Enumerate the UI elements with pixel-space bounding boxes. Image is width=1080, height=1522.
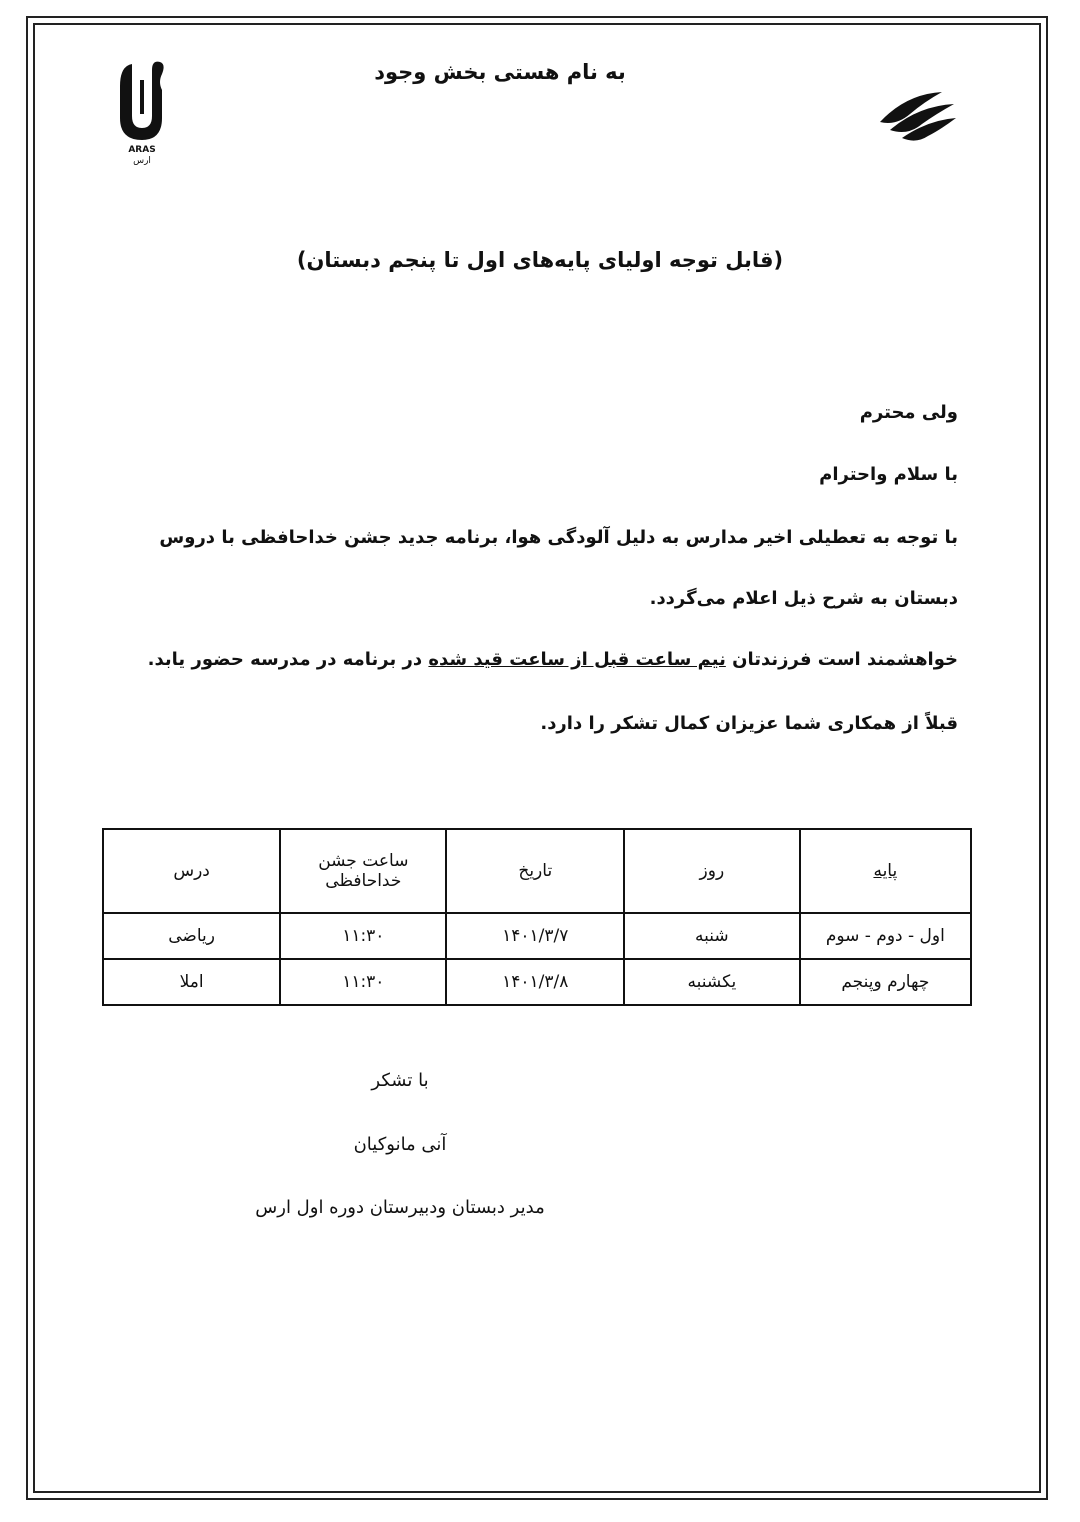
cell-date: ۱۴۰۱/۳/۷ <box>446 913 624 959</box>
closing-line: با تشکر <box>371 1070 429 1091</box>
schedule-table <box>102 828 972 1006</box>
cell-subject: ریاضی <box>103 913 280 959</box>
request-emphasis: نیم ساعت قبل از ساعت قید شده <box>428 649 726 670</box>
cell-grade: اول - دوم - سوم <box>800 913 971 959</box>
signer-role: مدیر دبستان ودبیرستان دوره اول ارس <box>255 1197 545 1218</box>
header-grade <box>800 829 971 913</box>
body-line-2: دبستان به شرح ذیل اعلام می‌گردد. <box>649 588 958 609</box>
header-grade-label: پایه <box>873 861 898 881</box>
request-text-start: خواهشمند است فرزندتان <box>725 649 958 670</box>
table-row <box>103 913 971 959</box>
request-text-end: در برنامه در مدرسه حضور یابد. <box>147 649 429 670</box>
page-heading: به نام هستی بخش وجود <box>374 60 626 84</box>
svg-text:ARAS: ARAS <box>128 145 156 155</box>
attendance-request <box>148 649 958 670</box>
page-border-inner <box>33 23 1041 1493</box>
greeting: با سلام واحترام <box>819 464 958 485</box>
body-line-1: با توجه به تعطیلی اخیر مدارس به دلیل آلودگی هوا، برنامه جدید جشن خداحافظی با دروس <box>159 527 958 548</box>
cell-day: شنبه <box>624 913 800 959</box>
thanks-line: قبلاً از همکاری شما عزیزان کمال تشکر را دارد. <box>540 713 958 734</box>
salutation: ولی محترم <box>859 402 958 423</box>
cell-day: یکشنبه <box>624 959 800 1005</box>
header-date: تاریخ <box>446 829 624 913</box>
cell-time: ۱۱:۳۰ <box>280 913 446 959</box>
school-logo <box>110 56 174 166</box>
cell-time: ۱۱:۳۰ <box>280 959 446 1005</box>
emblem-logo <box>876 88 960 146</box>
signer-name: آنی مانوکیان <box>353 1134 447 1155</box>
header-time: ساعت جشن خداحافظی <box>280 829 446 913</box>
cell-grade: چهارم وپنجم <box>800 959 971 1005</box>
header-day: روز <box>624 829 800 913</box>
notice-title: (قابل توجه اولیای پایه‌های اول تا پنجم دبستان) <box>296 248 784 272</box>
svg-text:ارس: ارس <box>133 156 151 166</box>
header-subject: درس <box>103 829 280 913</box>
table-header-row <box>103 829 971 913</box>
table-row <box>103 959 971 1005</box>
cell-subject: املا <box>103 959 280 1005</box>
cell-date: ۱۴۰۱/۳/۸ <box>446 959 624 1005</box>
